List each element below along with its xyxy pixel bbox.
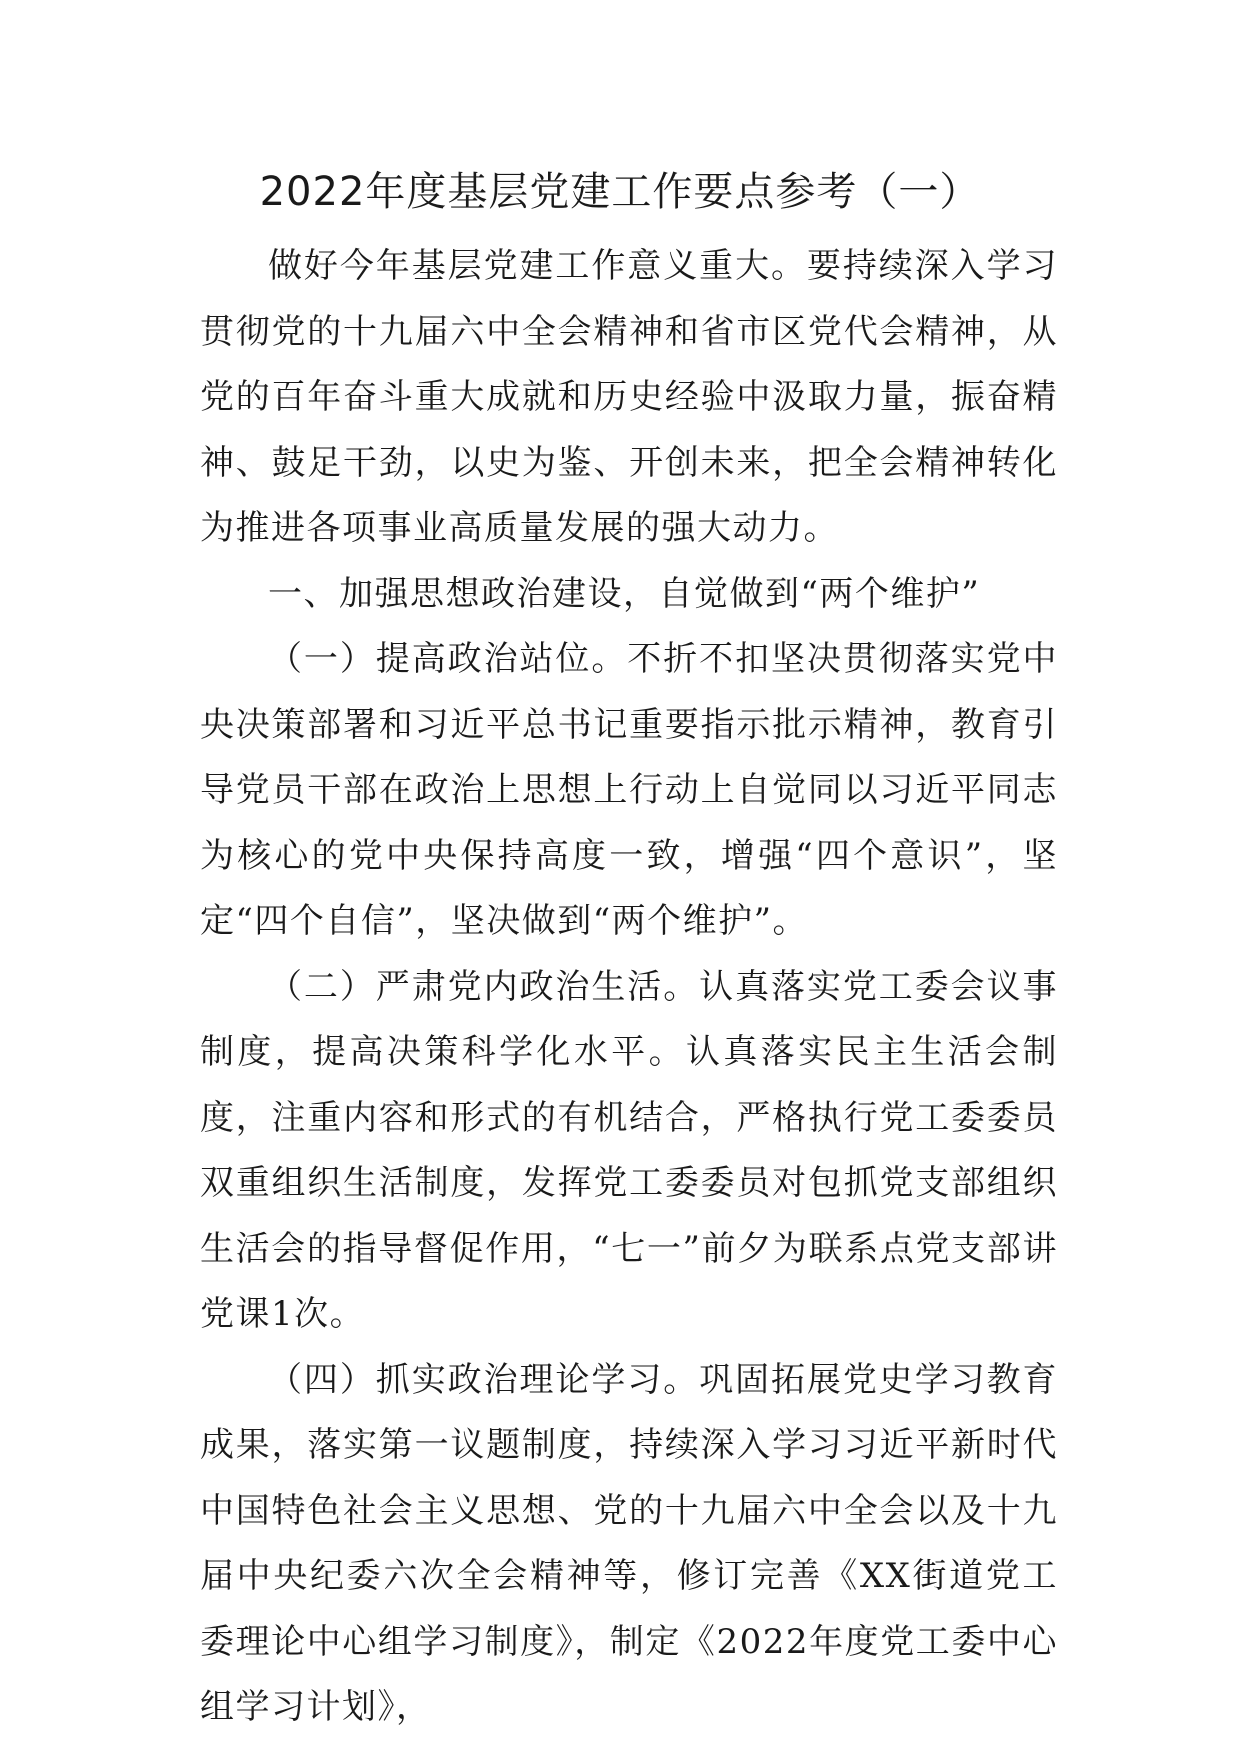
item-paragraph-4: （四）抓实政治理论学习。巩固拓展党史学习教育成果，落实第一议题制度，持续深入学习习近平新时代中国特色社会主义思想、党的十九届六中全会以及十九届中央纪委六次全会精神等，修订完善《XX街道党工委理论中心组学习制度》，制定《2022年度党工委中心组学习计划》， [200, 1359, 1058, 1727]
item-paragraph-1: （一）提高政治站位。不折不扣坚决贯彻落实党中央决策部署和习近平总书记重要指示批示精神，教育引导党员干部在政治上思想上行动上自觉同以习近平同志为核心的党中央保持高度一致，增强“四个意识”，坚定“四个自信”，坚决做到“两个维护”。 [200, 639, 1058, 941]
intro-paragraph: 做好今年基层党建工作意义重大。要持续深入学习贯彻党的十九届六中全会精神和省市区党代会精神，从党的百年奋斗重大成就和历史经验中汲取力量，振奋精神、鼓足干劲，以史为鉴、开创未来，把全会精神转化为推进各项事业高质量发展的强大动力。 [200, 246, 1058, 548]
item-paragraph-2: （二）严肃党内政治生活。认真落实党工委会议事制度，提高决策科学化水平。认真落实民主生活会制度，注重内容和形式的有机结合，严格执行党工委委员双重组织生活制度，发挥党工委委员对包抓党支部组织生活会的指导督促作用，“七一”前夕为联系点党支部讲党课1次。 [200, 966, 1058, 1334]
document-title: 2022年度基层党建工作要点参考（一） [259, 169, 981, 215]
section-heading-1: 一、加强思想政治建设，自觉做到“两个维护” [268, 573, 981, 614]
document-body [200, 234, 1058, 1741]
